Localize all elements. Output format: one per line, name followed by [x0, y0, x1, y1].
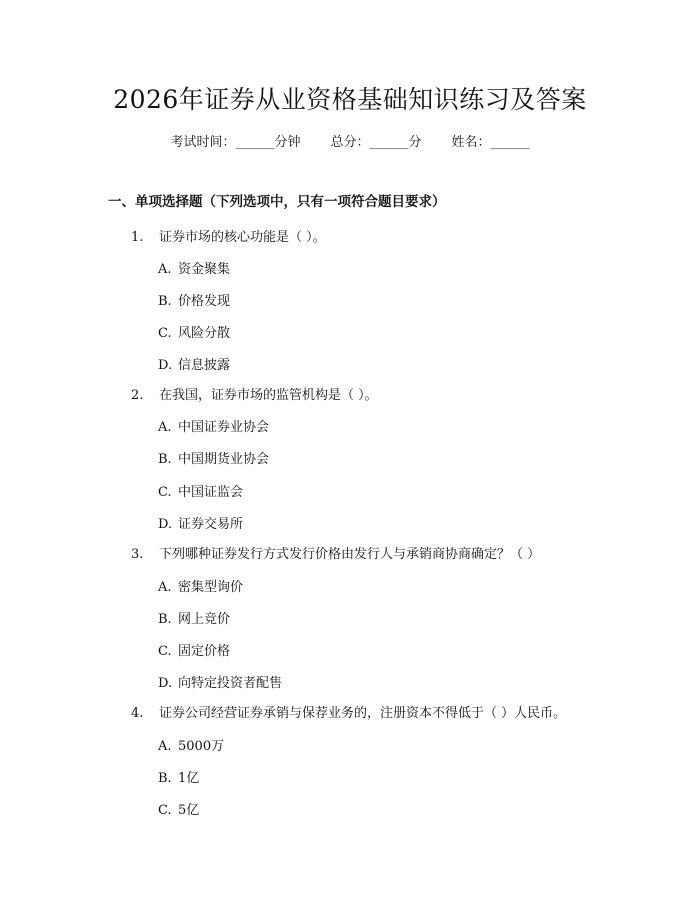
name-field: 姓名：______ — [451, 135, 530, 150]
option-letter: C. — [158, 644, 172, 659]
option-letter: A. — [158, 739, 172, 754]
option-letter: C. — [158, 485, 172, 500]
option-item — [158, 416, 269, 435]
option-item — [158, 640, 230, 659]
option-item — [158, 735, 224, 754]
question-text: 下列哪种证券发行方式发行价格由发行人与承销商协商确定？（ ） — [159, 547, 541, 562]
option-item — [158, 448, 269, 467]
option-item — [158, 513, 243, 532]
option-text: 向特定投资者配售 — [178, 676, 283, 691]
question-number: 2. — [131, 388, 144, 403]
option-letter: D. — [158, 676, 173, 691]
section-heading: 一、单项选择题（下列选项中，只有一项符合题目要求） — [108, 194, 446, 210]
exam-meta-line — [0, 131, 700, 150]
option-text: 密集型询价 — [178, 580, 244, 595]
option-letter: B. — [158, 294, 172, 309]
question-number: 3. — [131, 547, 144, 562]
option-text: 价格发现 — [178, 294, 231, 309]
option-item — [158, 481, 243, 500]
option-item — [158, 672, 282, 691]
option-text: 固定价格 — [178, 644, 231, 659]
question-2 — [131, 384, 378, 403]
option-letter: A. — [158, 262, 172, 277]
option-text: 网上竞价 — [178, 612, 231, 627]
option-text: 5亿 — [178, 803, 200, 818]
option-text: 资金聚集 — [178, 262, 231, 277]
option-letter: A. — [158, 580, 172, 595]
option-item — [158, 576, 243, 595]
option-item — [158, 767, 199, 786]
option-letter: B. — [158, 771, 172, 786]
option-letter: B. — [158, 452, 172, 467]
option-text: 风险分散 — [178, 326, 231, 341]
option-letter: C. — [158, 803, 172, 818]
option-item — [158, 799, 199, 818]
question-4 — [131, 702, 566, 721]
question-text: 证券公司经营证券承销与保荐业务的，注册资本不得低于（ ）人民币。 — [159, 706, 567, 721]
question-text: 证券市场的核心功能是（ ）。 — [159, 230, 326, 245]
question-number: 4. — [131, 706, 144, 721]
option-item — [158, 258, 230, 277]
option-text: 1亿 — [178, 771, 200, 786]
document-title: 2026年证券从业资格基础知识练习及答案 — [113, 85, 587, 114]
option-item — [158, 608, 230, 627]
option-text: 证券交易所 — [178, 517, 244, 532]
option-text: 中国期货业协会 — [178, 452, 270, 467]
exam-time-field: 考试时间：______分钟 — [170, 135, 301, 150]
option-item — [158, 354, 230, 373]
total-score-field: 总分：______分 — [330, 135, 422, 150]
question-1 — [131, 226, 326, 245]
option-letter: A. — [158, 420, 172, 435]
option-letter: C. — [158, 326, 172, 341]
option-text: 信息披露 — [178, 358, 231, 373]
option-text: 中国证监会 — [178, 485, 244, 500]
option-letter: D. — [158, 517, 173, 532]
option-letter: B. — [158, 612, 172, 627]
option-item — [158, 322, 230, 341]
question-number: 1. — [131, 230, 144, 245]
question-text: 在我国，证券市场的监管机构是（ ）。 — [159, 388, 378, 403]
option-text: 5000万 — [178, 739, 225, 754]
option-letter: D. — [158, 358, 173, 373]
question-3 — [131, 543, 540, 562]
option-item — [158, 290, 230, 309]
option-text: 中国证券业协会 — [178, 420, 270, 435]
